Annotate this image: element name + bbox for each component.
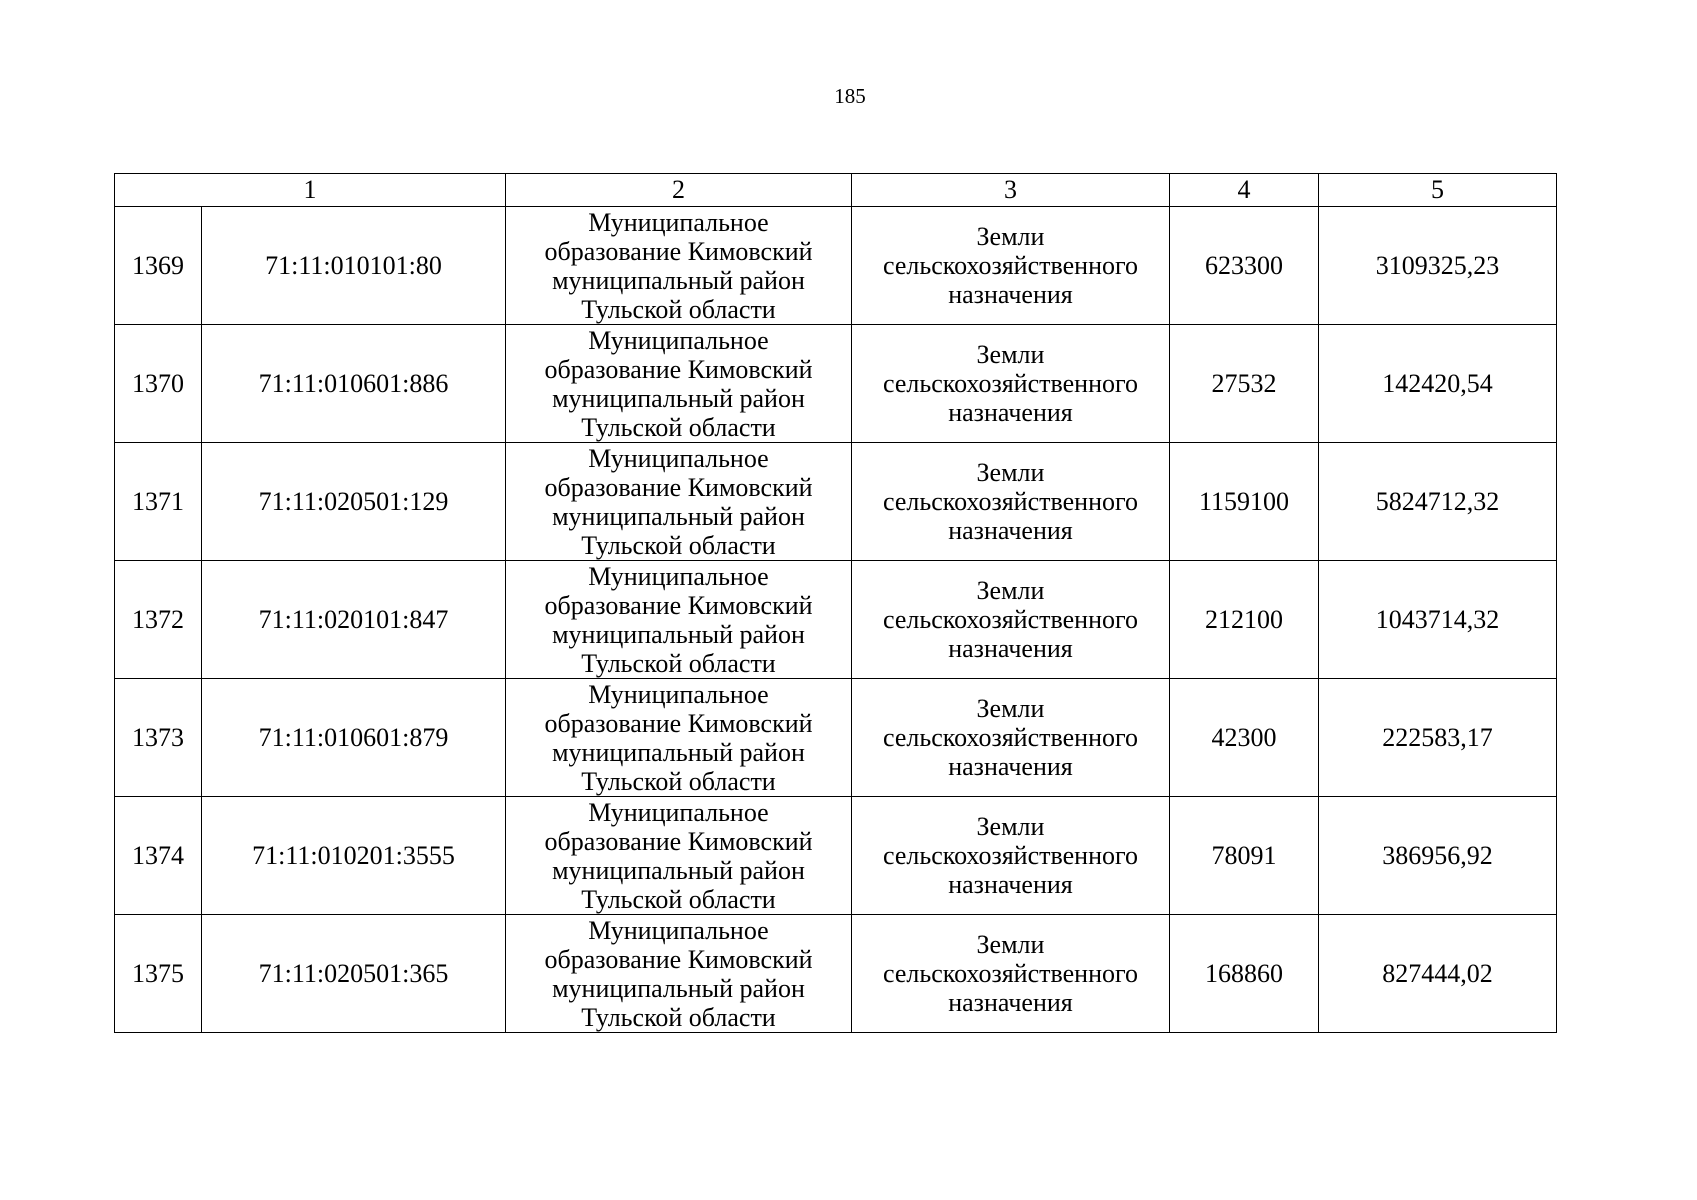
page-number: 185 [834,84,866,108]
value-cell: 142420,54 [1319,325,1557,443]
row-number-cell: 1370 [115,325,202,443]
cadastral-number-cell: 71:11:010601:879 [202,679,506,797]
value-cell: 222583,17 [1319,679,1557,797]
land-category-cell: Земли сельскохозяйственного назначения [852,207,1170,325]
land-plots-table [114,173,1557,1033]
row-number-cell: 1369 [115,207,202,325]
cadastral-number-cell: 71:11:010601:886 [202,325,506,443]
owner-cell: Муниципальное образование Кимовский муниципальный район Тульской области [506,325,852,443]
value-cell: 5824712,32 [1319,443,1557,561]
table-row [115,915,1557,1033]
table-row [115,797,1557,915]
owner-cell: Муниципальное образование Кимовский муниципальный район Тульской области [506,443,852,561]
area-cell: 42300 [1170,679,1319,797]
owner-cell: Муниципальное образование Кимовский муниципальный район Тульской области [506,915,852,1033]
row-number-cell: 1374 [115,797,202,915]
row-number-cell: 1371 [115,443,202,561]
cadastral-number-cell: 71:11:010201:3555 [202,797,506,915]
owner-cell: Муниципальное образование Кимовский муниципальный район Тульской области [506,797,852,915]
table-row [115,325,1557,443]
land-category-cell: Земли сельскохозяйственного назначения [852,797,1170,915]
row-number-cell: 1375 [115,915,202,1033]
owner-cell: Муниципальное образование Кимовский муниципальный район Тульской области [506,207,852,325]
table-row [115,679,1557,797]
area-cell: 27532 [1170,325,1319,443]
value-cell: 1043714,32 [1319,561,1557,679]
area-cell: 212100 [1170,561,1319,679]
land-category-cell: Земли сельскохозяйственного назначения [852,561,1170,679]
owner-cell: Муниципальное образование Кимовский муниципальный район Тульской области [506,679,852,797]
column-header-2: 2 [506,174,852,207]
column-header-5: 5 [1319,174,1557,207]
cadastral-number-cell: 71:11:020501:365 [202,915,506,1033]
area-cell: 1159100 [1170,443,1319,561]
table-row [115,561,1557,679]
owner-cell: Муниципальное образование Кимовский муниципальный район Тульской области [506,561,852,679]
row-number-cell: 1372 [115,561,202,679]
land-category-cell: Земли сельскохозяйственного назначения [852,325,1170,443]
column-header-4: 4 [1170,174,1319,207]
column-header-3: 3 [852,174,1170,207]
row-number-cell: 1373 [115,679,202,797]
column-header-1: 1 [115,174,506,207]
cadastral-number-cell: 71:11:020101:847 [202,561,506,679]
land-category-cell: Земли сельскохозяйственного назначения [852,679,1170,797]
area-cell: 168860 [1170,915,1319,1033]
cadastral-number-cell: 71:11:010101:80 [202,207,506,325]
value-cell: 386956,92 [1319,797,1557,915]
cadastral-number-cell: 71:11:020501:129 [202,443,506,561]
area-cell: 623300 [1170,207,1319,325]
value-cell: 827444,02 [1319,915,1557,1033]
area-cell: 78091 [1170,797,1319,915]
land-category-cell: Земли сельскохозяйственного назначения [852,443,1170,561]
column-number-header-row [115,174,1557,207]
value-cell: 3109325,23 [1319,207,1557,325]
land-category-cell: Земли сельскохозяйственного назначения [852,915,1170,1033]
table-row [115,443,1557,561]
table-row [115,207,1557,325]
